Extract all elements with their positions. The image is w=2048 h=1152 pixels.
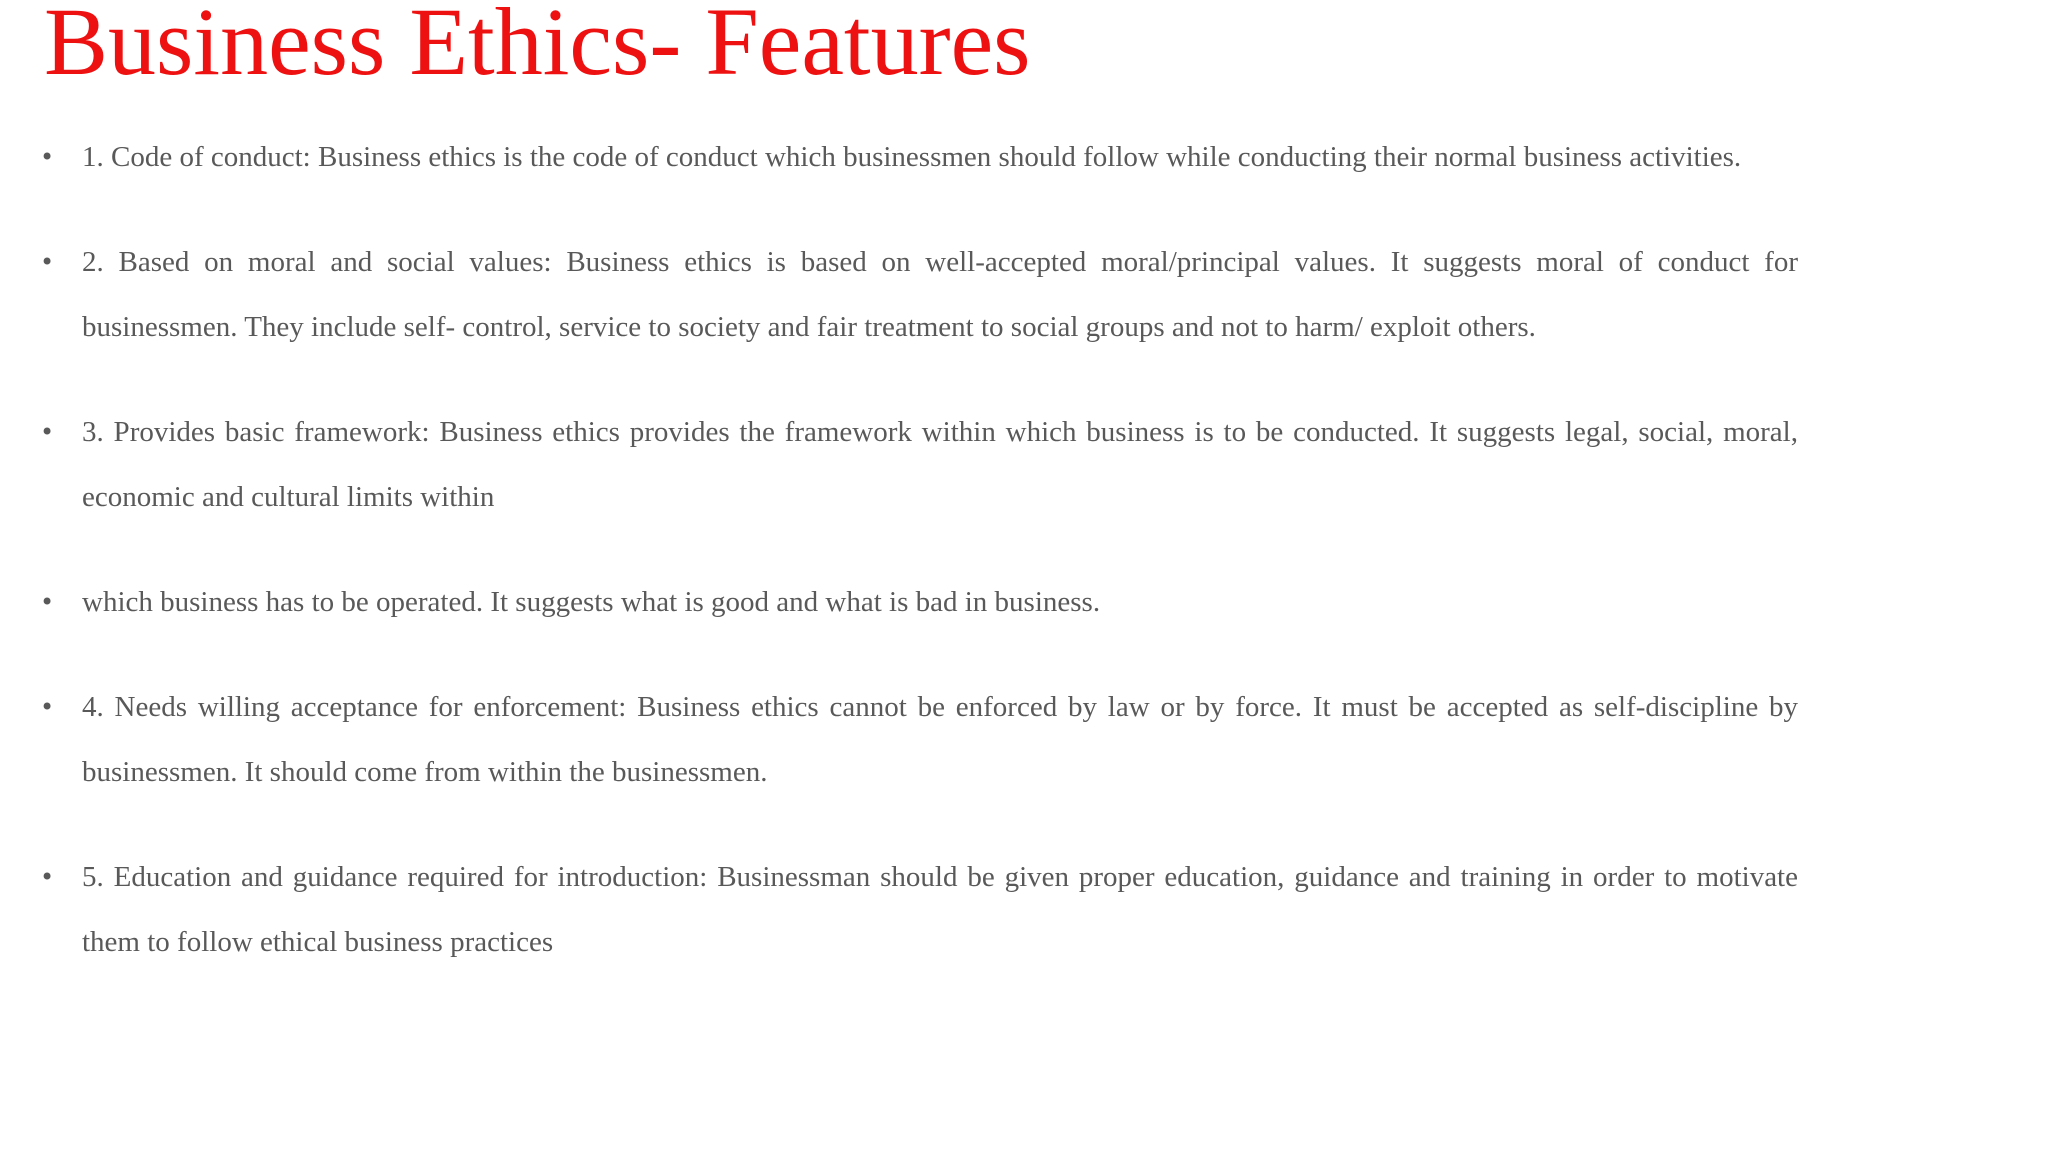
bullet-item bbox=[38, 845, 1798, 975]
bullet-text: 1. Code of conduct: Business ethics is the code of conduct which businessmen should follow while conducting their normal business activities. bbox=[82, 141, 1742, 173]
bullet-item bbox=[38, 125, 1798, 190]
bullet-item bbox=[38, 675, 1798, 805]
bullet-dot-icon: • bbox=[40, 418, 55, 446]
bullet-dot-icon: • bbox=[40, 143, 55, 171]
bullet-text: which business has to be operated. It suggests what is good and what is bad in business. bbox=[82, 586, 1101, 618]
bullet-text: 2. Based on moral and social values: Business ethics is based on well-accepted moral/principal values. It suggests moral of conduct for businessmen. They include self- control, service to society and fair treatment to social groups and not to harm/ exploit others. bbox=[82, 246, 1798, 343]
bullet-dot-icon: • bbox=[40, 588, 55, 616]
bullet-text: 3. Provides basic framework: Business ethics provides the framework within which business is to be conducted. It suggests legal, social, moral, economic and cultural limits within bbox=[82, 416, 1798, 513]
bullet-item bbox=[38, 230, 1798, 360]
bullet-text: 4. Needs willing acceptance for enforcement: Business ethics cannot be enforced by law or by force. It must be accepted as self-discipline by businessmen. It should come from within the businessmen. bbox=[82, 691, 1798, 788]
bullet-dot-icon: • bbox=[40, 248, 55, 276]
bullet-list bbox=[38, 125, 1798, 1015]
slide-title: Business Ethics- Features bbox=[44, 0, 1031, 95]
bullet-item bbox=[38, 570, 1798, 635]
bullet-dot-icon: • bbox=[40, 693, 55, 721]
bullet-text: 5. Education and guidance required for introduction: Businessman should be given proper education, guidance and training in order to motivate them to follow ethical business practices bbox=[82, 861, 1798, 958]
bullet-item bbox=[38, 400, 1798, 530]
bullet-dot-icon: • bbox=[40, 863, 55, 891]
